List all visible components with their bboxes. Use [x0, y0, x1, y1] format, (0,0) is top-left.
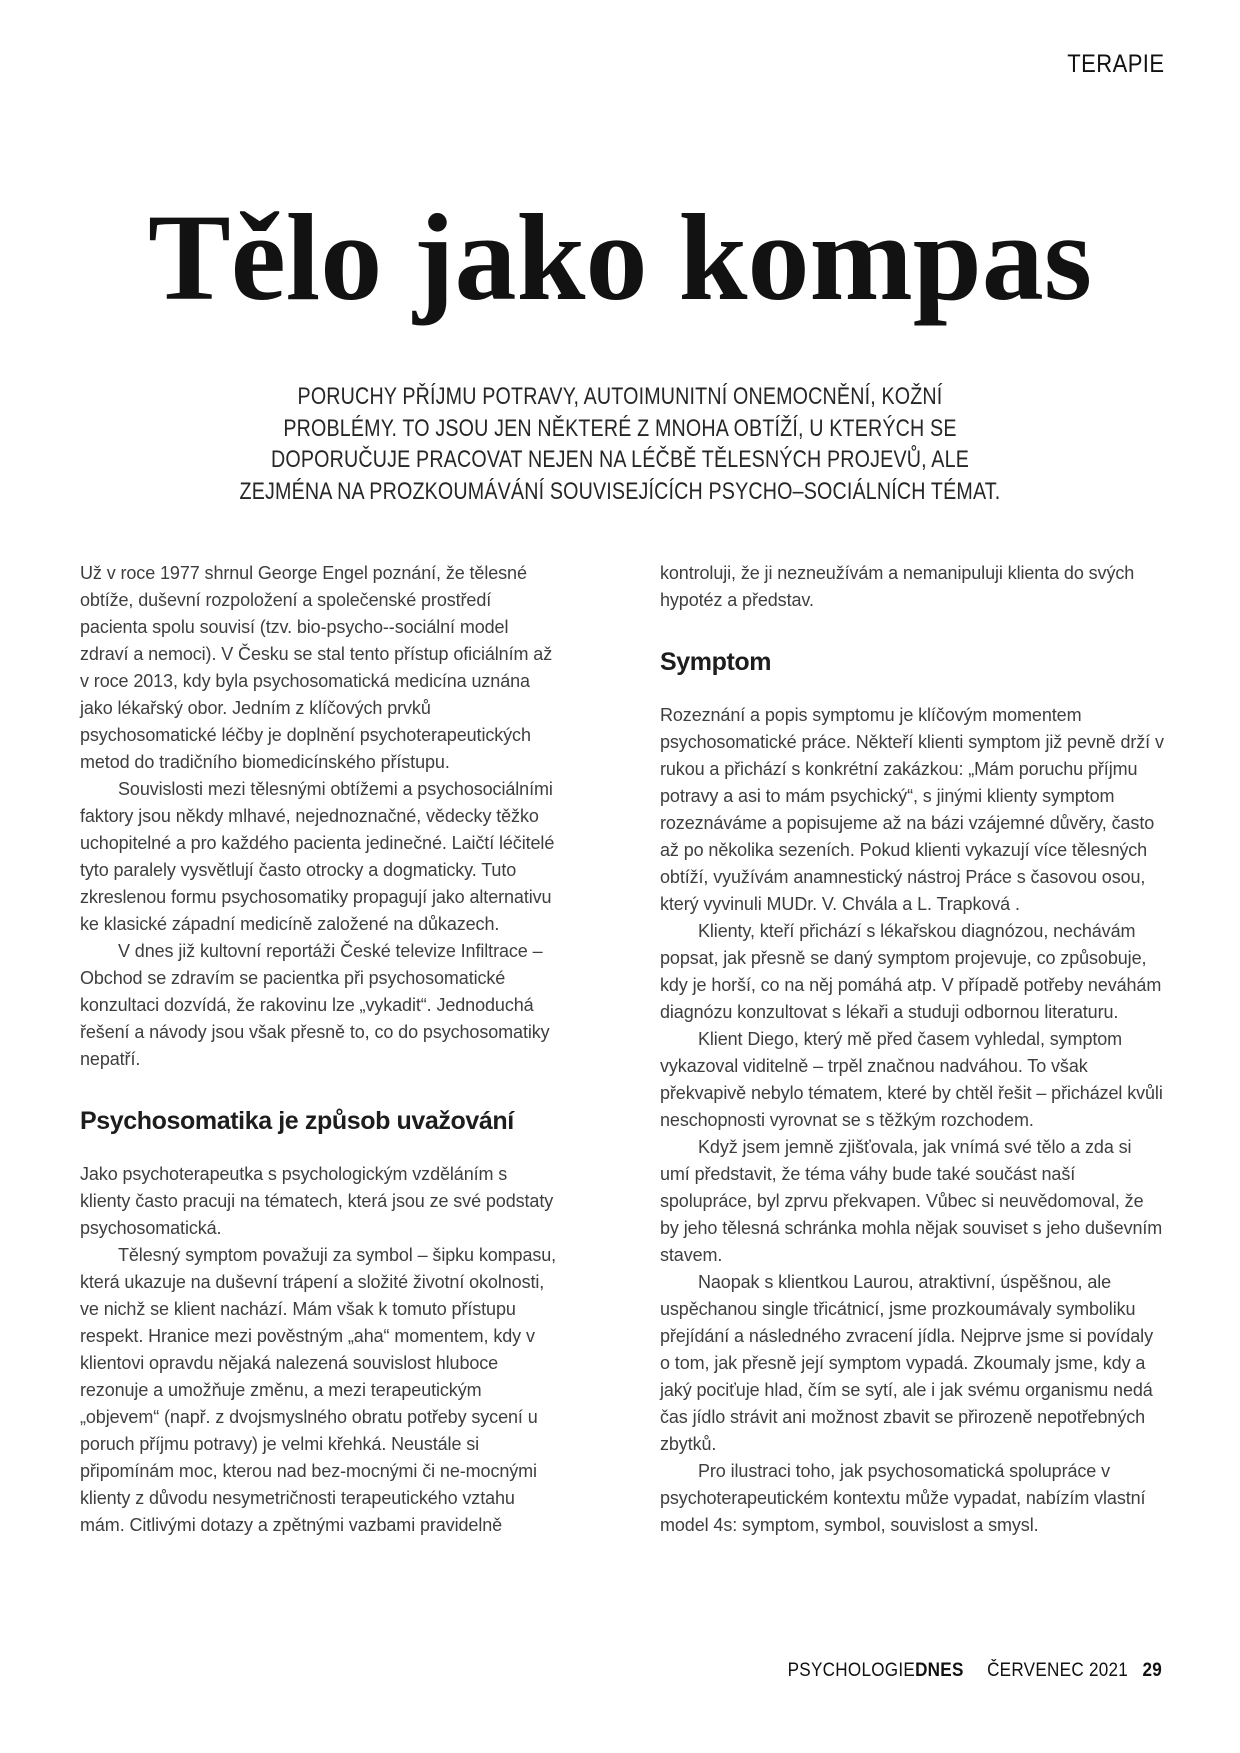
paragraph: Už v roce 1977 shrnul George Engel poznání, že tělesné obtíže, duševní rozpoložení a společenské prostředí pacienta spolu souvisí (tzv. bio-psycho--sociální model zdraví a nemoci). V Česku se stal tento přístup oficiálním až v roce 2013, kdy byla psychosomatická medicína uznána jako lékařský obor. Jedním z klíčových prvků psychosomatické léčby je doplnění psychoterapeutických metod do tradičního biomedicínského přístupu.	[80, 563, 553, 772]
paragraph: Rozeznání a popis symptomu je klíčovým momentem psychosomatické práce. Někteří klienti symptom již pevně drží v rukou a přichází s konkrétní zakázkou: „Mám poruchu příjmu potravy a asi to mám psychický“, s jinými klienty symptom rozeznáváme a popisujeme až na bázi vzájemné důvěry, často až po několika sezeních. Pokud klienti vykazují více tělesných obtíží, využívám anamnestický nástroj Práce s časovou osou, který vyvinuli MUDr. V. Chvála a L. Trapková .	[660, 705, 1164, 914]
paragraph: Pro ilustraci toho, jak psychosomatická spolupráce v psychoterapeutickém kontextu může vypadat, nabízím vlastní model 4s: symptom, symbol, souvislost a smysl.	[660, 1461, 1146, 1535]
paragraph: Klient Diego, který mě před časem vyhledal, symptom vykazoval viditelně – trpěl značnou nadváhou. To však překvapivě nebylo tématem, které by chtěl řešit – přicházel kvůli neschopnosti vyrovnat se s těžkým rozchodem.	[660, 1029, 1163, 1130]
standfirst-line: PROBLÉMY. TO JSOU JEN NĚKTERÉ Z MNOHA OBTÍŽÍ, U KTERÝCH SE	[283, 414, 957, 442]
section-kicker: TERAPIE	[1066, 50, 1164, 78]
section-heading: Psychosomatika je způsob uvažování	[80, 1107, 514, 1135]
article-title: Tělo jako kompas	[148, 189, 1092, 326]
paragraph: Tělesný symptom považuji za symbol – šipku kompasu, která ukazuje na duševní trápení a složité životní okolnosti, ve nichž se klient nachází. Mám však k tomuto přístupu respekt. Hranice mezi pověstným „aha“ momentem, kdy v klientovi opravdu nějaká nalezená souvislost hluboce rezonuje a umožňuje změnu, a mezi terapeutickým „objevem“ (např. z dvojsmyslného obratu potřeby sycení u poruch příjmu potravy) je velmi křehká. Neustále si připomínám moc, kterou nad bez-mocnými či ne-mocnými klienty z důvodu nesymetričnosti terapeutického vztahu mám. Citlivými dotazy a zpětnými vazbami pravidelně	[80, 1245, 557, 1535]
paragraph: Když jsem jemně zjišťovala, jak vnímá své tělo a zda si umí představit, že téma váhy bude také součást naší spolupráce, byl zprvu překvapen. Vůbec si neuvědomoval, že by jeho tělesná schránka mohla nějak souviset s jeho duševním stavem.	[660, 1137, 1163, 1265]
standfirst-line: PORUCHY PŘÍJMU POTRAVY, AUTOIMUNITNÍ ONEMOCNĚNÍ, KOŽNÍ	[297, 383, 943, 410]
paragraph: Jako psychoterapeutka s psychologickým vzděláním s klienty často pracuji na tématech, která jsou ze své podstaty psychosomatická.	[80, 1164, 554, 1238]
paragraph: kontroluji, že ji nezneužívám a nemanipuluji klienta do svých hypotéz a představ.	[660, 563, 1135, 610]
paragraph: Klienty, kteří přichází s lékařskou diagnózou, nechávám popsat, jak přesně se daný symptom projevuje, co způsobuje, kdy je horší, co na něj pomáhá atp. V případě potřeby neváhám diagnózu konzultovat s lékaři a studuji odbornou literaturu.	[660, 921, 1162, 1022]
body-column-right	[660, 560, 1165, 1539]
standfirst-line: DOPORUČUJE PRACOVAT NEJEN NA LÉČBĚ TĚLESNÝCH PROJEVŮ, ALE	[271, 446, 969, 473]
article-standfirst	[0, 381, 1240, 507]
body-column-left	[80, 560, 560, 1539]
paragraph: V dnes již kultovní reportáži České televize Infiltrace – Obchod se zdravím se pacientka při psychosomatické konzultaci dozvídá, že rakovinu lze „vykadit“. Jednoduchá řešení a návody jsou však přesně to, co do psychosomatiky nepatří.	[80, 941, 550, 1069]
page-number: 29	[1142, 1660, 1162, 1681]
magazine-name-regular: PSYCHOLOGIE	[787, 1660, 916, 1681]
page-footer	[788, 1660, 1162, 1682]
issue-date: ČERVENEC 2021	[987, 1660, 1129, 1681]
paragraph: Naopak s klientkou Laurou, atraktivní, úspěšnou, ale uspěchanou single třicátnicí, jsme prozkoumávaly symboliku přejídání a následného zvracení jídla. Nejprve jsme si povídaly o tom, jak přesně její symptom vypadá. Zkoumaly jsme, kdy a jaký pociťuje hlad, čím se sytí, ale i jak svému organismu nedá čas jídlo strávit ani možnost zbavit se přirozeně nepotřebných zbytků.	[660, 1272, 1153, 1454]
paragraph: Souvislosti mezi tělesnými obtížemi a psychosociálními faktory jsou někdy mlhavé, nejednoznačné, vědecky těžko uchopitelné a pro každého pacienta jedinečné. Laičtí léčitelé tyto paralely vysvětlují často otrocky a dogmaticky. Tuto zkreslenou formu psychosomatiky propagují jako alternativu ke klasické západní medicíně založené na důkazech.	[80, 779, 555, 934]
magazine-name	[788, 1660, 964, 1682]
section-heading: Symptom	[660, 648, 772, 676]
magazine-name-bold: DNES	[915, 1660, 964, 1681]
standfirst-line: ZEJMÉNA NA PROZKOUMÁVÁNÍ SOUVISEJÍCÍCH PSYCHO–SOCIÁLNÍCH TÉMAT.	[239, 477, 1001, 505]
